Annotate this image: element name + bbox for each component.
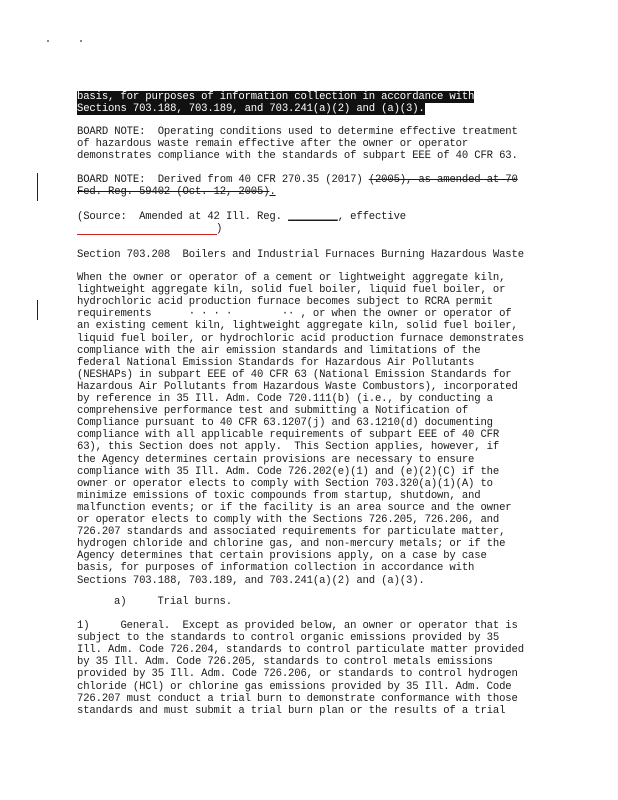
body-line: minimize emissions of toxic compounds from startup, shutdown, and xyxy=(77,489,481,502)
scan-speck xyxy=(47,40,49,42)
body-line: compliance with all applicable requirements of subpart EEE of 40 CFR xyxy=(77,429,500,442)
highlighted-line: Sections 703.188, 703.189, and 703.241(a)(2) and (a)(3). xyxy=(77,103,425,115)
body-line: compliance with the air emission standards and limitations of the xyxy=(77,344,481,357)
effective-date-blank xyxy=(77,234,217,235)
body-line: compliance with 35 Ill. Adm. Code 726.202(e)(1) and (e)(2)(C) if the xyxy=(77,465,500,478)
board-note-line: BOARD NOTE: Operating conditions used to determine effective treatment xyxy=(77,126,518,138)
board-note-derived: BOARD NOTE: Derived from 40 CFR 270.35 (2017) (2005), as amended at 70 xyxy=(77,174,518,186)
source-note-close: ) xyxy=(216,223,223,235)
board-note-line: demonstrates compliance with the standards of subpart EEE of 40 CFR 63. xyxy=(77,150,518,162)
board-note-line: of hazardous waste remain effective after the owner or operator xyxy=(77,138,469,150)
body-line: basis, for purposes of information collection in accordance with xyxy=(77,562,475,575)
change-bar xyxy=(37,173,38,201)
change-bar xyxy=(37,300,38,320)
general-line: provided by 35 Ill. Adm. Code 726.206, or standards to control hydrogen xyxy=(77,668,518,681)
body-line: hydrogen chloride and chlorine gas, and non-mercury metals; or if the xyxy=(77,538,506,551)
body-line: lightweight aggregate kiln, solid fuel boiler, liquid fuel boiler, or xyxy=(77,284,506,297)
board-note-derived-cont: Fed. Reg. 59402 (Oct. 12, 2005). xyxy=(77,186,276,198)
subsection-a: a) Trial burns. xyxy=(114,596,232,608)
highlighted-line: basis, for purposes of information collection in accordance with xyxy=(77,91,475,103)
body-line: Hazardous Air Pollutants from Hazardous Waste Combustors), incorporated xyxy=(77,380,518,393)
body-line: (NESHAPs) in subpart EEE of 40 CFR 63 (National Emission Standards for xyxy=(77,368,512,381)
scan-speck xyxy=(80,40,82,42)
body-line: hydrochloric acid production furnace becomes subject to RCRA permit xyxy=(77,296,493,309)
general-line: 726.207 must conduct a trial burn to demonstrate conformance with those xyxy=(77,692,518,705)
general-line: by 35 Ill. Adm. Code 726.205, standards to control metals emissions xyxy=(77,656,493,669)
body-line: malfunction events; or if the facility is an area source and the owner xyxy=(77,501,512,514)
body-line: the Agency determines certain provisions are necessary to ensure xyxy=(77,453,475,466)
general-line: standards and must submit a trial burn plan or the results of a trial xyxy=(77,704,506,717)
section-heading: Section 703.208 Boilers and Industrial Furnaces Burning Hazardous Waste xyxy=(77,249,524,261)
body-line: an existing cement kiln, lightweight aggregate kiln, solid fuel boiler, xyxy=(77,320,518,333)
body-line: federal National Emission Standards for Hazardous Air Pollutants xyxy=(77,356,475,369)
body-line: by reference in 35 Ill. Adm. Code 720.111(b) (i.e., by conducting a xyxy=(77,393,493,405)
body-line: Agency determines that certain provisions apply, on a case by case xyxy=(77,550,487,563)
body-line: requirements · · · · ·· , or when the owner or operator of xyxy=(77,308,512,321)
body-line: 726.207 standards and associated requirements for particulate matter, xyxy=(77,526,506,539)
source-note: (Source: Amended at 42 Ill. Reg. ________, effective xyxy=(77,211,407,223)
body-line: or operator elects to comply with the Sections 726.205, 726.206, and xyxy=(77,514,500,526)
body-line: Compliance pursuant to 40 CFR 63.1207(j) and 63.1210(d) documenting xyxy=(77,417,493,430)
body-line: comprehensive performance test and submitting a Notification of xyxy=(77,405,469,418)
general-line: Ill. Adm. Code 726.204, standards to control particulate matter provided xyxy=(77,644,524,657)
general-line: 1) General. Except as provided below, an owner or operator that is xyxy=(77,620,518,632)
body-line: 63), this Section does not apply. This Section applies, however, if xyxy=(77,441,500,454)
general-line: subject to the standards to control organic emissions provided by 35 xyxy=(77,632,500,645)
body-line: owner or operator elects to comply with Section 703.320(a)(1)(A) to xyxy=(77,477,493,490)
general-line: chloride (HCl) or chlorine gas emissions provided by 35 Ill. Adm. Code xyxy=(77,680,512,693)
body-line: When the owner or operator of a cement or lightweight aggregate kiln, xyxy=(77,272,506,284)
body-line: liquid fuel boiler, or hydrochloric acid production furnace demonstrates xyxy=(77,332,524,345)
body-line: Sections 703.188, 703.189, and 703.241(a)(2) and (a)(3). xyxy=(77,574,425,587)
